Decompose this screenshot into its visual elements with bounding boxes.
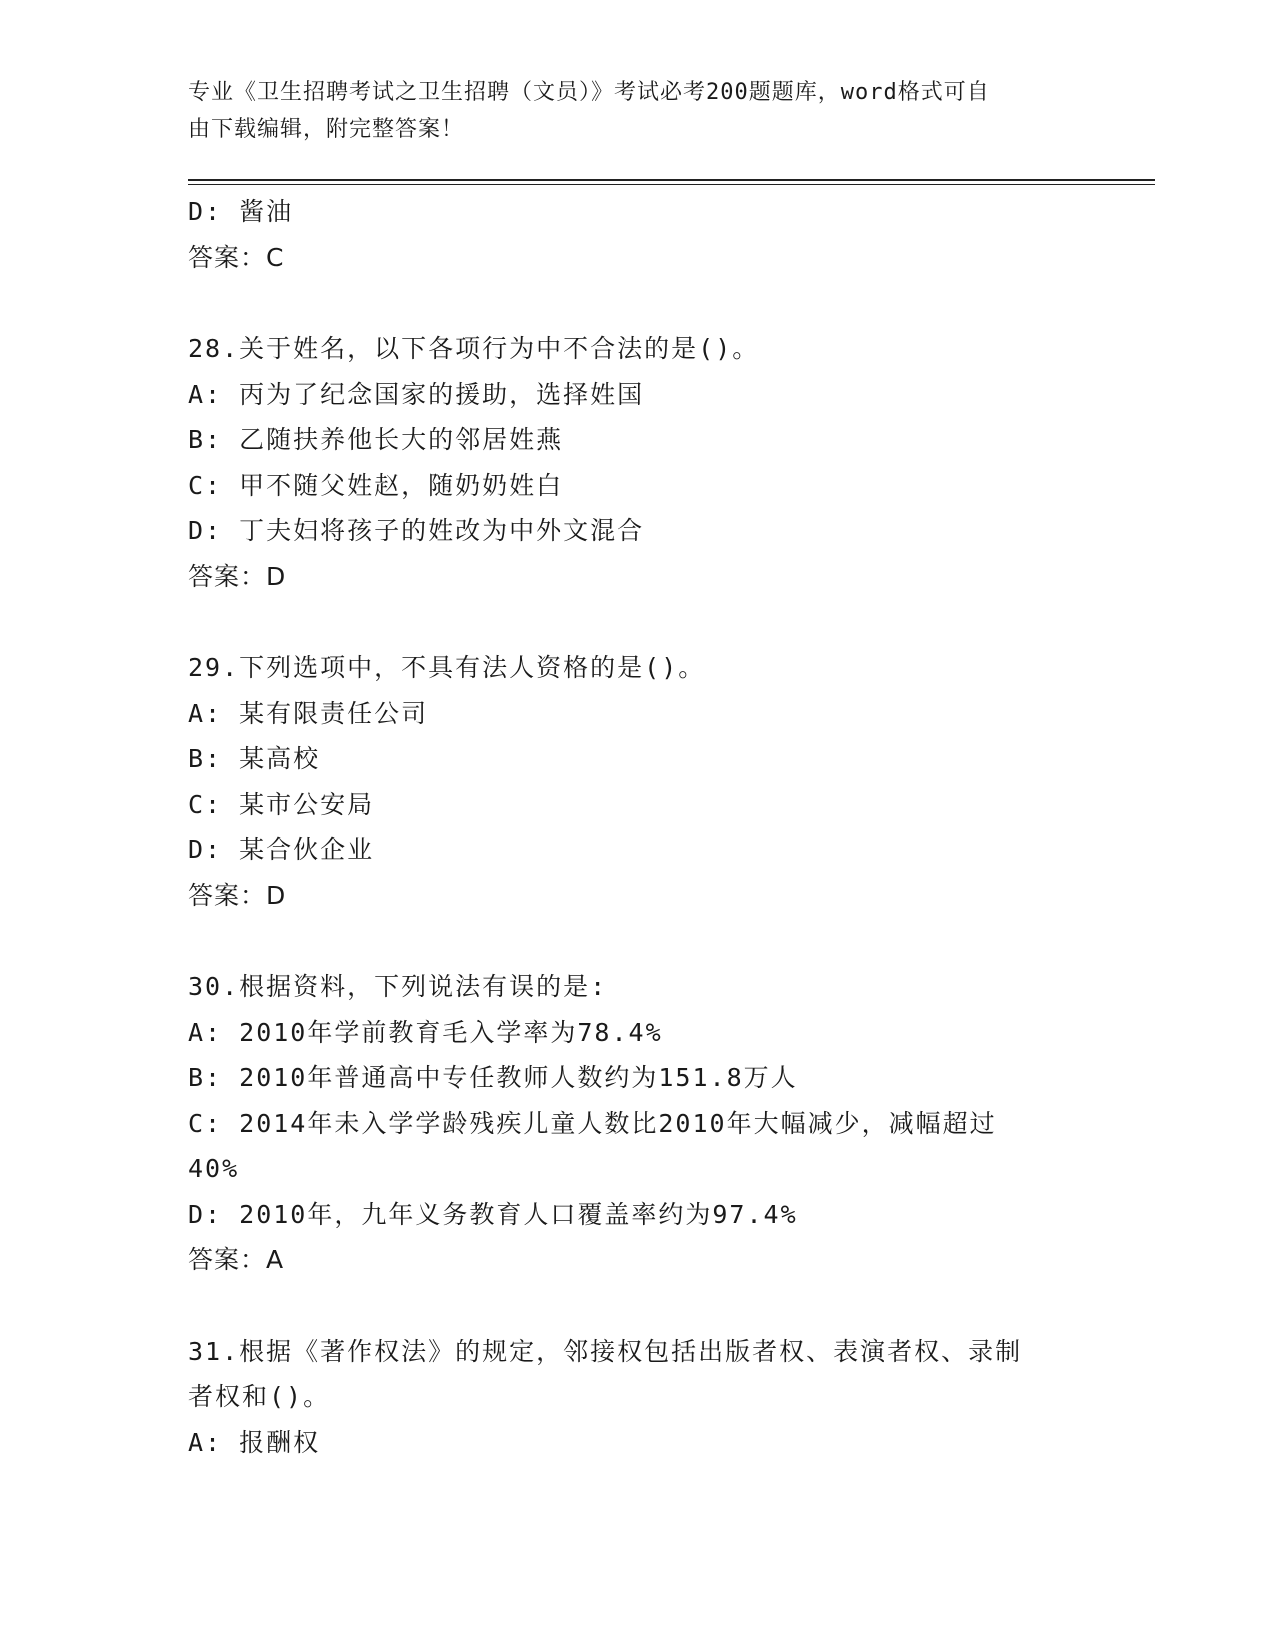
option-b: B: 某高校 (188, 744, 321, 773)
option-d: D: 某合伙企业 (188, 835, 375, 864)
header-divider-thick (188, 179, 1155, 181)
option-a: A: 报酬权 (188, 1427, 321, 1457)
document-header (188, 74, 1068, 148)
option-c: C: 2014年未入学学龄残疾儿童人数比2010年大幅减少，减幅超过 (188, 1108, 997, 1138)
question-list (188, 189, 1088, 1465)
option-c: C: 某市公安局 (188, 789, 375, 819)
question-stem: 28.关于姓名，以下各项行为中不合法的是()。 (188, 334, 760, 363)
answer-label: 答案：A (188, 1245, 285, 1274)
answer-label: 答案：D (188, 880, 287, 910)
question-stem: 31.根据《著作权法》的规定，邻接权包括出版者权、表演者权、录制 (188, 1336, 1023, 1366)
spacer (188, 599, 1088, 645)
option-a: A: 某有限责任公司 (188, 698, 429, 728)
spacer (188, 280, 1088, 326)
option-a: A: 丙为了纪念国家的援助，选择姓国 (188, 379, 645, 409)
option-b: B: 乙随扶养他长大的邻居姓燕 (188, 425, 564, 454)
answer-label: 答案：D (188, 561, 287, 591)
spacer (188, 918, 1088, 964)
question-27-fragment (188, 189, 1088, 280)
option-a: A: 2010年学前教育毛入学率为78.4% (188, 1017, 663, 1047)
header-line-1: 专业《卫生招聘考试之卫生招聘（文员）》考试必考200题题库，word格式可自 (188, 80, 990, 105)
question-31 (188, 1329, 1088, 1466)
option-b: B: 2010年普通高中专任教师人数约为151.8万人 (188, 1063, 798, 1092)
option-d: D: 2010年，九年义务教育人口覆盖率约为97.4% (188, 1199, 798, 1229)
spacer (188, 1283, 1088, 1329)
question-stem: 30.根据资料，下列说法有误的是: (188, 972, 608, 1001)
header-line-2: 由下载编辑，附完整答案！ (188, 117, 465, 142)
question-29 (188, 645, 1088, 918)
option-d: D: 酱油 (188, 197, 294, 226)
answer-label: 答案：C (188, 242, 285, 272)
question-30 (188, 964, 1088, 1283)
question-stem-continued: 者权和()。 (188, 1382, 331, 1411)
option-c-continued: 40% (188, 1154, 240, 1183)
option-c: C: 甲不随父姓赵，随奶奶姓白 (188, 470, 564, 500)
header-divider-thin (188, 184, 1155, 185)
question-stem: 29.下列选项中，不具有法人资格的是()。 (188, 653, 706, 682)
option-d: D: 丁夫妇将孩子的姓改为中外文混合 (188, 516, 645, 545)
question-28 (188, 326, 1088, 599)
